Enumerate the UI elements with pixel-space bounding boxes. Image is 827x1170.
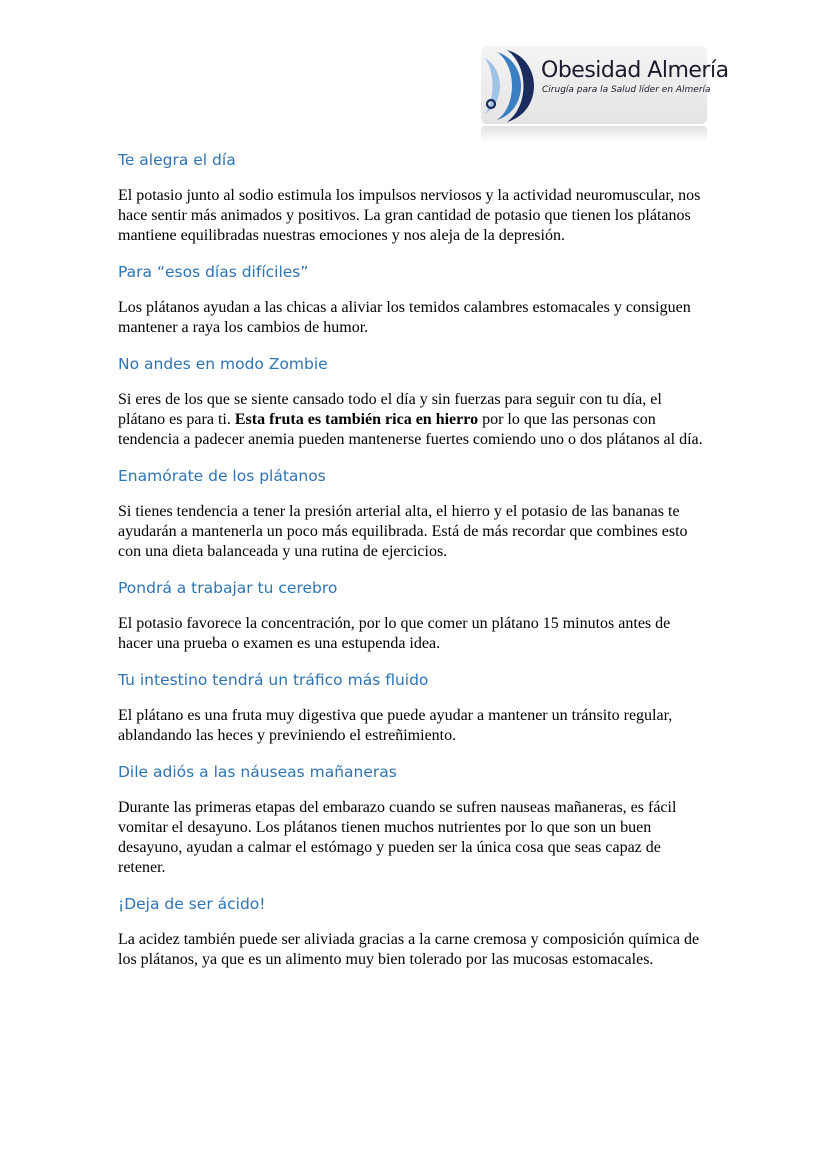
section-heading: Para “esos días difíciles”: [118, 263, 309, 281]
section-dias-dificiles: [118, 262, 708, 338]
section-heading: Tu intestino tendrá un tráfico más fluido: [118, 671, 429, 689]
section-nauseas: [118, 762, 708, 878]
section-heading: Pondrá a trabajar tu cerebro: [118, 579, 338, 597]
section-heading: Te alegra el día: [118, 151, 236, 169]
logo-reflection: [481, 126, 707, 142]
section-paragraph: El potasio favorece la concentración, por lo que comer un plátano 15 minutos antes de hacer una prueba o examen es una estupenda idea.: [118, 615, 671, 652]
section-paragraph: Los plátanos ayudan a las chicas a aliviar los temidos calambres estomacales y consiguen mantener a raya los cambios de humor.: [118, 299, 691, 336]
document-body: [118, 150, 708, 970]
section-paragraph: Durante las primeras etapas del embarazo cuando se sufren nauseas mañaneras, es fácil vomitar el desayuno. Los plátanos tienen muchos nutrientes por lo que son un buen desayuno, ayudan a calmar el estómago y pueden ser la única cosa que seas capaz de retener.: [118, 799, 677, 876]
section-modo-zombie: [118, 354, 708, 450]
section-intestino: [118, 670, 708, 746]
section-paragraph: Si tienes tendencia a tener la presión arterial alta, el hierro y el potasio de las bananas te ayudarán a mantenerla un poco más equilibrada. Está de más recordar que combines esto con una dieta balanceada y una rutina de ejercicios.: [118, 503, 688, 560]
logo-tagline: Cirugía para la Salud líder en Almería: [542, 85, 711, 95]
section-acido: [118, 894, 708, 970]
section-heading: Dile adiós a las náuseas mañaneras: [118, 763, 397, 781]
section-heading: Enamórate de los plátanos: [118, 467, 326, 485]
section-paragraph: El plátano es una fruta muy digestiva que puede ayudar a mantener un tránsito regular, ablandando las heces y previniendo el estreñimiento.: [118, 707, 673, 744]
logo-mark-icon: [483, 48, 545, 124]
section-enamorate: [118, 466, 708, 562]
section-paragraph: El potasio junto al sodio estimula los impulsos nerviosos y la actividad neuromuscular, nos hace sentir más animados y positivos. La gran cantidad de potasio que tienen los plátanos mantiene equilibradas nuestras emociones y nos aleja de la depresión.: [118, 187, 701, 244]
paragraph-text: Si eres de los que se siente cansado todo el día y sin fuerzas para seguir con tu día, el plátano es para ti.: [118, 391, 662, 428]
logo: [481, 46, 729, 142]
section-heading: No andes en modo Zombie: [118, 355, 328, 373]
section-paragraph: [118, 390, 708, 450]
section-paragraph: La acidez también puede ser aliviada gracias a la carne cremosa y composición química de los plátanos, ya que es un alimento muy bien tolerado por las mucosas estomacales.: [118, 931, 700, 968]
paragraph-bold-text: Esta fruta es también rica en hierro: [234, 411, 479, 428]
logo-title: Obesidad Almería: [541, 58, 729, 83]
section-te-alegra: [118, 150, 708, 246]
section-heading: ¡Deja de ser ácido!: [118, 895, 266, 913]
paragraph-text: por lo que las personas con tendencia a padecer anemia pueden mantenerse fuertes comiendo uno o dos plátanos al día.: [118, 411, 703, 448]
section-cerebro: [118, 578, 708, 654]
